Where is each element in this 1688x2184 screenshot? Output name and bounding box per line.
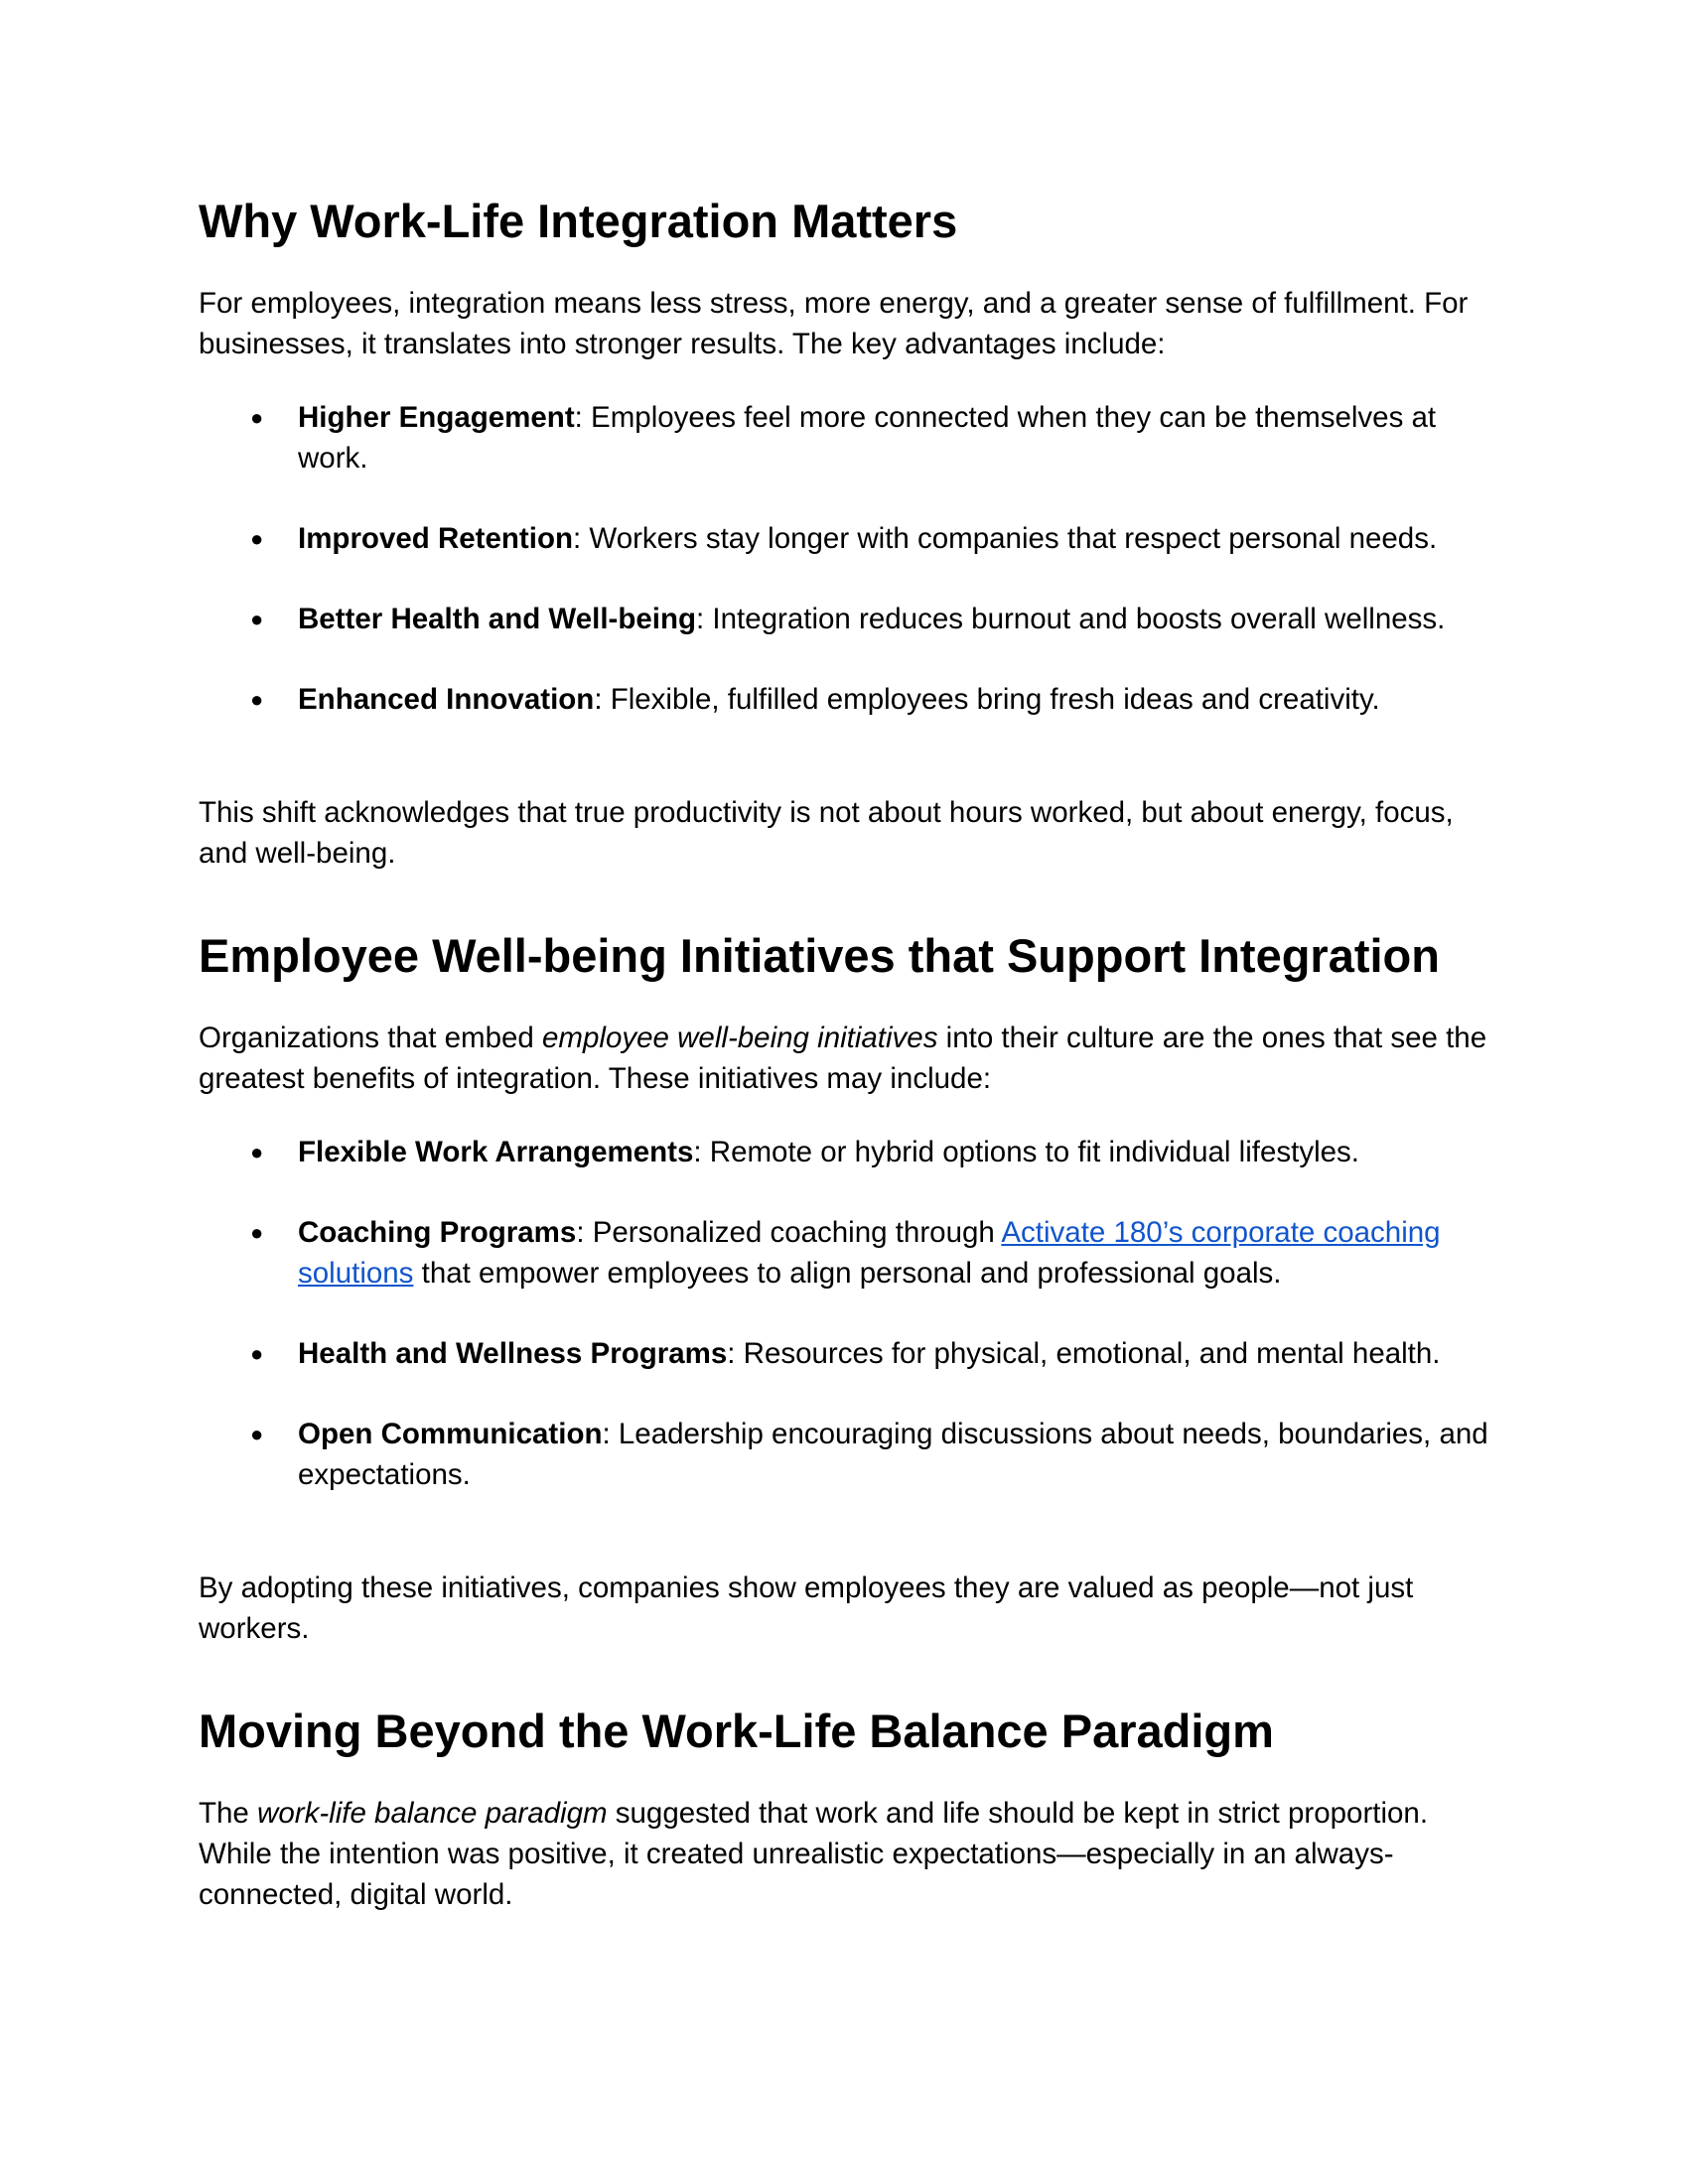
list-initiatives	[199, 1132, 1499, 1495]
list-item	[199, 518, 1499, 559]
bullet-icon: ●	[250, 526, 264, 551]
list-key-advantages	[199, 397, 1499, 720]
emphasis-text: work-life balance paradigm	[257, 1797, 608, 1830]
document-page	[199, 194, 1499, 1915]
list-item	[199, 679, 1499, 720]
list-item-title: Higher Engagement	[298, 401, 575, 434]
list-item-text: that empower employees to align personal and professional goals.	[413, 1257, 1282, 1290]
text-run: into their culture are the ones that see the greatest benefits of integration. These initiatives may include:	[199, 1022, 1487, 1095]
list-item	[199, 599, 1499, 639]
list-item-title: Improved Retention	[298, 522, 573, 555]
list-item-text: : Resources for physical, emotional, and mental health.	[727, 1337, 1441, 1370]
list-item-title: Flexible Work Arrangements	[298, 1136, 694, 1168]
list-item-title: Enhanced Innovation	[298, 683, 595, 716]
bullet-icon: ●	[250, 405, 264, 430]
list-item-text: : Employees feel more connected when they can be themselves at work.	[298, 401, 1437, 475]
list-item	[199, 1212, 1499, 1294]
paragraph-productivity-shift: This shift acknowledges that true productivity is not about hours worked, but about energy, focus, and well-being.	[199, 796, 1454, 870]
list-item	[199, 397, 1499, 478]
heading-beyond-balance-paradigm: Moving Beyond the Work-Life Balance Paradigm	[199, 1705, 1274, 1757]
list-item	[199, 1132, 1499, 1172]
emphasis-text: employee well-being initiatives	[542, 1022, 938, 1054]
list-item-title: Coaching Programs	[298, 1216, 577, 1249]
list-item-text: : Flexible, fulfilled employees bring fresh ideas and creativity.	[594, 683, 1380, 716]
paragraph-balance-paradigm	[199, 1793, 1499, 1915]
list-item-title: Open Communication	[298, 1418, 603, 1450]
list-item-text: : Personalized coaching through	[576, 1216, 1002, 1249]
text-run: suggested that work and life should be kept in strict proportion. While the intention was positive, it created unrealistic expectations—especially in an always-connected, digital world.	[199, 1797, 1429, 1911]
list-item-title: Better Health and Well-being	[298, 603, 697, 635]
paragraph-initiatives-intro	[199, 1018, 1499, 1099]
paragraph-integration-intro: For employees, integration means less stress, more energy, and a greater sense of fulfillment. For businesses, it translates into stronger results. The key advantages include:	[199, 287, 1469, 360]
list-item-text: : Remote or hybrid options to fit individual lifestyles.	[693, 1136, 1359, 1168]
text-run: Organizations that embed	[199, 1022, 543, 1054]
list-item-text: : Leadership encouraging discussions about needs, boundaries, and expectations.	[298, 1418, 1488, 1491]
bullet-icon: ●	[250, 1422, 264, 1446]
list-item-text: : Workers stay longer with companies that respect personal needs.	[573, 522, 1438, 555]
list-item	[199, 1414, 1499, 1495]
list-item-title: Health and Wellness Programs	[298, 1337, 728, 1370]
coaching-solutions-link[interactable]: Activate 180’s corporate coaching solutions	[298, 1216, 1441, 1290]
bullet-icon: ●	[250, 607, 264, 631]
text-run: The	[199, 1797, 258, 1830]
bullet-icon: ●	[250, 687, 264, 712]
paragraph-initiatives-outro: By adopting these initiatives, companies show employees they are valued as people—not just workers.	[199, 1571, 1414, 1645]
bullet-icon: ●	[250, 1220, 264, 1245]
heading-wellbeing-initiatives: Employee Well-being Initiatives that Support Integration	[199, 929, 1440, 982]
bullet-icon: ●	[250, 1341, 264, 1366]
bullet-icon: ●	[250, 1140, 264, 1164]
list-item	[199, 1333, 1499, 1374]
heading-why-integration-matters: Why Work-Life Integration Matters	[199, 195, 958, 247]
list-item-text: : Integration reduces burnout and boosts overall wellness.	[696, 603, 1446, 635]
